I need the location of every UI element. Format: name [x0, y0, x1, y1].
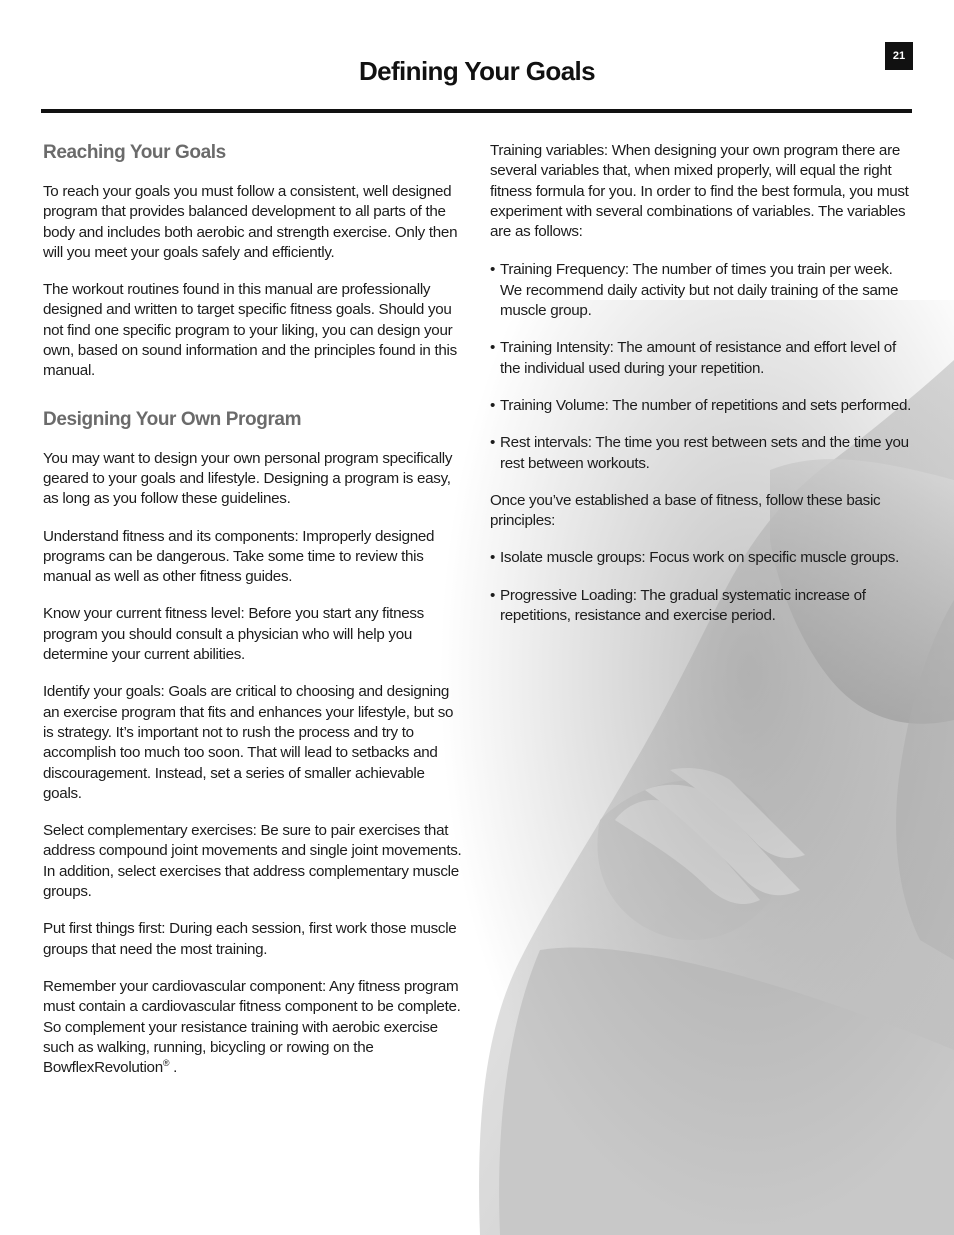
right-column [490, 141, 914, 643]
paragraph: You may want to design your own personal program specifically geared to your goals and lifestyle. Designing a program is easy, as long as you follow these guidelines. [43, 449, 453, 508]
paragraph: To reach your goals you must follow a consistent, well designed program that provides balanced development to all parts of the body and includes both aerobic and strength exercise. Only then will you meet your goals safely and efficiently. [43, 183, 458, 261]
list-item [490, 260, 914, 321]
list-item-text: Training Frequency: The number of times you train per week. We recommend daily activity but not daily training of the same muscle group. [500, 261, 899, 320]
list-item-text: Progressive Loading: The gradual systematic increase of repetitions, resistance and exercise period. [500, 586, 866, 625]
principles-intro: Once you’ve established a base of fitness, follow these basic principles: [490, 491, 881, 530]
list-item [490, 396, 914, 416]
paragraph: Put first things first: During each session, first work those muscle groups that need the most training. [43, 920, 457, 958]
section-heading-designing-program: Designing Your Own Program [43, 408, 302, 430]
section-heading-reaching-goals: Reaching Your Goals [43, 142, 226, 163]
paragraph-end: . [169, 1059, 178, 1077]
list-item-text: Training Intensity: The amount of resistance and effort level of the individual used during your repetition. [500, 339, 896, 377]
variables-list [490, 260, 914, 473]
paragraph: The workout routines found in this manual are professionally designed and written to target specific fitness goals. Should you not find one specific program to your liking, you can design your own, based on sound information and the principles found in this manual. [43, 281, 457, 380]
training-variables-intro: Training variables: When designing your own program there are several variables that, when mixed properly, will equal the right fitness formula for you. In order to find the best formula, you must experiment with several combinations of variables. The variables are as follows: [490, 142, 909, 241]
list-item-text: Training Volume: The number of repetitions and sets performed. [500, 396, 912, 414]
bullet-icon: • [490, 549, 496, 567]
registered-mark: ® [162, 1058, 170, 1069]
list-item [490, 586, 914, 627]
paragraph: Identify your goals: Goals are critical to choosing and designing an exercise program that fits and enhances your lifestyle, but so is strategy. It’s important not to rush the process and try to accomplish too much too soon. That will lead to setbacks and discouragement. Instead, set a series of smaller achievable goals. [43, 683, 454, 802]
paragraph-text: Remember your cardiovascular component: Any fitness program must contain a cardiovascular fitness component to be complete. So complement your resistance training with aerobic exercise such as walking, running, bicycling or rowing on the BowflexRevolution [43, 977, 461, 1077]
paragraph: Know your current fitness level: Before you start any fitness program you should consult a physician who will help you determine your current abilities. [43, 605, 424, 664]
bullet-icon: • [490, 586, 496, 604]
list-item [490, 433, 914, 474]
left-column [43, 141, 463, 1095]
bullet-icon: • [490, 396, 496, 414]
paragraph: Understand fitness and its components: Improperly designed programs can be dangerous. Take some time to review this manual as well as other fitness guides. [43, 527, 435, 586]
page-number: 21 [885, 42, 913, 70]
bullet-icon: • [490, 434, 496, 452]
page-title: Defining Your Goals [358, 56, 596, 86]
list-item [490, 338, 914, 379]
list-item-text: Rest intervals: The time you rest between sets and the time you rest between workouts. [500, 434, 909, 472]
title-divider [41, 109, 912, 113]
paragraph: Select complementary exercises: Be sure to pair exercises that address compound joint movements and single joint movements. In addition, select exercises that address complementary muscle groups. [43, 822, 462, 901]
paragraph-cardiovascular [43, 977, 463, 1078]
bullet-icon: • [490, 339, 496, 357]
bullet-icon: • [490, 261, 496, 279]
list-item [490, 548, 914, 568]
list-item-text: Isolate muscle groups: Focus work on specific muscle groups. [500, 549, 899, 567]
principles-list [490, 548, 914, 626]
